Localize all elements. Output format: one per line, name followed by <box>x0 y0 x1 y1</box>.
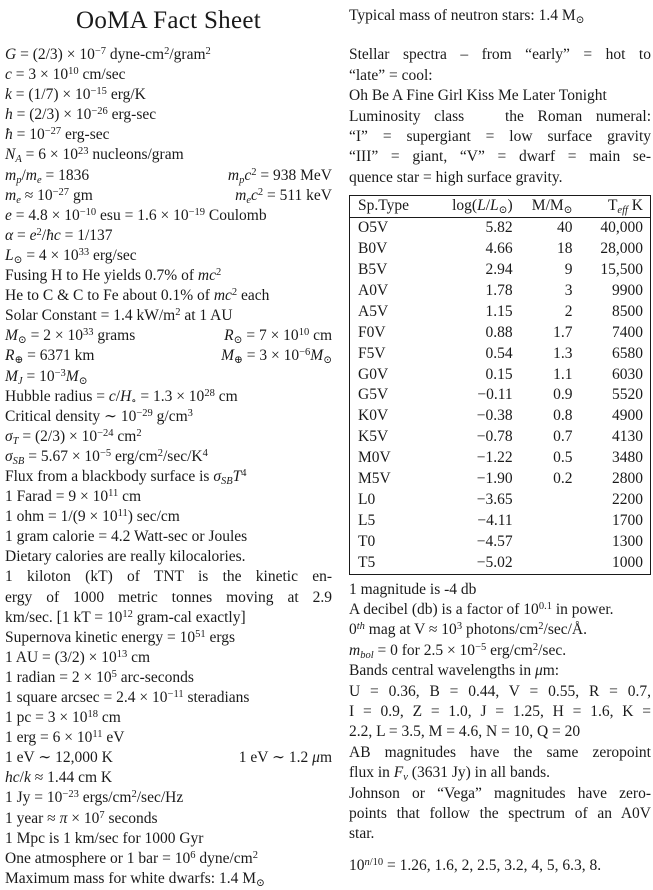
table-cell: 2800 <box>612 470 643 488</box>
fact-line: $N_A = 6 \times 10^{23}$ nucleons/gram <box>5 146 184 166</box>
table-cell: 0.54 <box>485 344 513 362</box>
note-line: flux in $F_\nu$ (3631 Jy) in all bands. <box>349 764 550 784</box>
fact-line <box>5 186 332 206</box>
table-cell: 0.9 <box>553 386 573 404</box>
page-title: OoMA Fact Sheet <box>75 7 262 34</box>
table-cell: −1.22 <box>476 449 513 467</box>
table-cell: L0 <box>358 490 376 508</box>
note-line: A decibel (db) is a factor of $10^{0.1}$ in power. <box>349 600 614 618</box>
table-row <box>350 490 651 511</box>
line-right-part: $R_⊙ = 7 \times 10^{10}$ cm <box>224 327 332 347</box>
table-row <box>350 385 651 406</box>
table-cell: O5V <box>358 219 389 237</box>
table-cell: 9900 <box>612 281 643 299</box>
fact-line <box>5 748 332 768</box>
fact-line: 1 gram calorie = 4.2 Watt-sec or Joules <box>5 528 248 546</box>
table-cell: 4130 <box>612 428 643 446</box>
table-row <box>350 511 651 532</box>
note-line: Luminosity class the Roman numeral: <box>349 107 651 125</box>
fact-line: Fusing H to He yields 0.7% of $mc^2$ <box>5 267 222 285</box>
fact-line: km/sec. [1 kT = $10^{12}$ gram-cal exactly] <box>5 608 246 626</box>
table-cell: 5520 <box>612 386 643 404</box>
note-line: Johnson or “Vega” magnitudes have zero- <box>349 784 651 802</box>
fact-line: Flux from a blackbody surface is $\sigma_{SB}T^4$ <box>5 467 247 487</box>
table-cell: 2200 <box>612 490 643 508</box>
note-line: 0th mag at $V \approx 10^3$ photons/$cm^2/\sec/Å$. <box>349 621 588 639</box>
table-cell: M0V <box>358 449 391 467</box>
fact-line: 1 year ≈ $\pi \times 10^7$ seconds <box>5 809 158 827</box>
table-row <box>350 532 651 553</box>
table-cell: −0.38 <box>476 407 513 425</box>
table-header-cell: $M/M_⊙$ <box>531 197 573 217</box>
table-cell: −0.78 <box>476 428 513 446</box>
fact-line: 1 pc = $3 \times 10^{18}$ cm <box>5 709 121 727</box>
note-line: 1 magnitude is -4 db <box>349 580 477 598</box>
note-line: Oh Be A Fine Girl Kiss Me Later Tonight <box>349 87 607 105</box>
table-row <box>350 553 651 574</box>
note-line: Typical mass of neutron stars: 1.4 $M_⊙$ <box>349 7 585 26</box>
table-cell: 8500 <box>612 302 643 320</box>
table-cell <box>520 490 580 511</box>
fact-line: $h = (2/3) \times 10^{-26}$ erg-sec <box>5 106 157 124</box>
table-header-cell: $T_{eff}$ K <box>607 197 643 217</box>
note-line: quence star = high surface gravity. <box>349 168 563 186</box>
table-row <box>350 448 651 469</box>
fact-line: ħ = $10^{-27}$ erg-sec <box>5 126 110 144</box>
table-cell: 4900 <box>612 407 643 425</box>
table-row <box>350 218 651 239</box>
table-cell: 1.78 <box>485 281 513 299</box>
table-cell: T5 <box>358 553 376 571</box>
table-cell: 1000 <box>612 553 643 571</box>
line-left-part: 1 eV ∼ 12,000 K <box>5 749 113 767</box>
fact-line: $\alpha = e^2/ħc = 1/137$ <box>5 226 113 244</box>
fact-line: He to C & C to Fe about 0.1% of $mc^2$ each <box>5 287 270 305</box>
table-cell: 18 <box>556 240 573 258</box>
fact-line: 1 radian = $2 \times 10^5$ arc-seconds <box>5 668 194 686</box>
table-cell: 0.2 <box>553 470 573 488</box>
line-left-part: $R_\oplus = 6371$ km <box>5 347 95 367</box>
table-cell: 1.3 <box>553 344 573 362</box>
note-line: $m_{bol} = 0$ for $2.5 \times 10^{-5}$ erg/$cm^2/\sec$. <box>349 641 567 661</box>
note-line: Bands central wavelengths in μm: <box>349 662 560 680</box>
line-right-part: 1 eV ∼ 1.2 μm <box>238 749 332 767</box>
table-cell: 0.88 <box>485 323 513 341</box>
fact-line: 1 kiloton (kT) of TNT is the kinetic en- <box>5 568 332 586</box>
table-cell: −1.90 <box>476 470 513 488</box>
fact-line: ergy of 1000 metric tonnes moving at 2.9 <box>5 588 332 606</box>
table-cell: 4.66 <box>485 240 513 258</box>
table-row <box>350 427 651 448</box>
spectral-table-body <box>350 218 651 574</box>
table-cell: 2 <box>564 302 573 320</box>
table-cell: F5V <box>358 344 386 362</box>
table-row <box>350 469 651 490</box>
table-row <box>350 281 651 302</box>
table-cell: 1.1 <box>553 365 573 383</box>
line-right-part: $m_ec^2 = 511$ keV <box>235 186 332 206</box>
table-header-row <box>350 196 651 218</box>
table-row <box>350 344 651 365</box>
table-cell: F0V <box>358 323 386 341</box>
right-outro-lines <box>349 580 651 877</box>
table-cell: −0.11 <box>477 386 513 404</box>
table-row <box>350 406 651 427</box>
fact-line: Hubble radius = $c/H_\circ = 1.3 \times 10^{28}$ cm <box>5 387 238 407</box>
left-column <box>5 0 332 889</box>
table-cell: −3.65 <box>476 490 513 508</box>
table-cell: 40 <box>556 219 573 237</box>
table-header-cell: $\log(L/L_⊙)$ <box>452 197 513 217</box>
line-right-part: $m_pc^2 = 938$ MeV <box>227 166 332 186</box>
table-cell: B5V <box>358 260 388 278</box>
fact-line: 1 Mpc is 1 km/sec for 1000 Gyr <box>5 829 204 847</box>
table-cell: M5V <box>358 470 391 488</box>
table-cell: 1300 <box>612 532 643 550</box>
line-left-part: $m_p/m_e = 1836$ <box>5 166 90 186</box>
line-left-part: $m_e \approx 10^{-27}$ gm <box>5 186 93 206</box>
fact-line: Maximum mass for white dwarfs: 1.4 $M_⊙$ <box>5 869 265 889</box>
table-cell: L5 <box>358 511 376 529</box>
fact-line <box>5 326 332 346</box>
fact-line: $\sigma_T = (2/3) \times 10^{-24}$ $cm^2$ <box>5 427 142 447</box>
table-cell: 7400 <box>612 323 643 341</box>
note-line: “I” = supergiant = low surface gravity <box>349 128 651 146</box>
table-cell: G5V <box>358 386 389 404</box>
table-cell: 40,000 <box>600 219 643 237</box>
table-cell: K5V <box>358 428 389 446</box>
table-cell <box>520 532 580 553</box>
fact-line: $\sigma_{SB} = 5.67 \times 10^{-5}$ erg/$cm^2/\sec/K^4$ <box>5 447 208 467</box>
note-line: “late” = cool: <box>349 66 433 84</box>
fact-line <box>5 166 332 186</box>
fact-line: Dietary calories are really kilocalories. <box>5 548 246 566</box>
table-header-cell: Sp.Type <box>358 197 410 215</box>
table-cell: 1700 <box>612 511 643 529</box>
table-cell: 0.7 <box>553 428 573 446</box>
note-line: points that follow the spectrum of an A0V <box>349 805 651 823</box>
fact-line: 1 ohm = $1/(9 \times 10^{11})$ sec/cm <box>5 508 180 526</box>
right-intro-lines <box>349 6 651 188</box>
note-line: U = 0.36, B = 0.44, V = 0.55, R = 0.7, <box>349 682 651 700</box>
fact-line: 1 AU = $(3/2) \times 10^{13}$ cm <box>5 648 151 666</box>
table-cell: K0V <box>358 407 389 425</box>
table-cell: 1.7 <box>553 323 573 341</box>
table-cell: −4.57 <box>476 532 513 550</box>
fact-line: $L_⊙ = 4 \times 10^{33}$ erg/sec <box>5 246 137 266</box>
table-row <box>350 239 651 260</box>
table-cell: −4.11 <box>477 511 513 529</box>
table-cell: 3480 <box>612 449 643 467</box>
table-cell: −5.02 <box>476 553 513 571</box>
table-cell: T0 <box>358 532 376 550</box>
fact-line: $e = 4.8 \times 10^{-10}$ esu = $1.6 \times 10^{-19}$ Coulomb <box>5 206 267 224</box>
table-row <box>350 260 651 281</box>
table-cell: 0.5 <box>553 449 573 467</box>
line-right-part: $M_\oplus = 3 \times 10^{-6}M_⊙$ <box>221 347 332 367</box>
table-cell <box>520 553 580 574</box>
note-line: 2.2, L = 3.5, M = 4.6, N = 10, Q = 20 <box>349 723 581 741</box>
table-cell: 2.94 <box>485 260 513 278</box>
table-cell: 28,000 <box>600 240 643 258</box>
right-column <box>349 0 651 876</box>
fact-line: $M_J = 10^{-3}M_⊙$ <box>5 367 88 387</box>
note-line: star. <box>349 825 375 843</box>
fact-line: Critical density ∼ $10^{-29}$ $g/cm^3$ <box>5 407 193 425</box>
spectral-type-table <box>349 195 651 574</box>
note-line: I = 0.9, Z = 1.0, J = 1.25, H = 1.6, K = <box>349 703 651 720</box>
fact-line: Solar Constant = 1.4 $kW/m^2$ at 1 AU <box>5 307 233 325</box>
table-row <box>350 365 651 386</box>
fact-line: $G = (2/3) \times 10^{-7}$ dyne-$cm^2/gram^2$ <box>5 46 211 63</box>
fact-line: $c = 3 \times 10^{10}$ cm/sec <box>5 66 126 84</box>
table-cell: A5V <box>358 302 389 320</box>
fact-line: One atmosphere or 1 bar = $10^6$ dyne/$cm^2$ <box>5 849 258 867</box>
table-row <box>350 323 651 344</box>
spectral-table-head <box>350 196 651 218</box>
table-cell <box>520 511 580 532</box>
note-line: “III” = giant, “V” = dwarf = main se- <box>349 148 651 166</box>
fact-line: 1 erg = $6 \times 10^{11}$ eV <box>5 729 125 747</box>
fact-line: 1 $Jy = 10^{-23}$ ergs/$cm^2/\sec/Hz$ <box>5 789 184 807</box>
table-cell: 5.82 <box>485 219 513 237</box>
left-column-lines <box>5 45 332 889</box>
fact-line: 1 square $arcsec = 2.4 \times 10^{-11}$ steradians <box>5 689 250 706</box>
fact-line: hc/k ≈ 1.44 cm K <box>5 769 113 787</box>
fact-line <box>5 346 332 366</box>
note-line: Stellar spectra – from “early” = hot to <box>349 46 651 64</box>
fact-line: $k = (1/7) \times 10^{-15}$ erg/K <box>5 86 146 104</box>
table-cell: 6030 <box>612 365 643 383</box>
line-left-part: $M_⊙ = 2 \times 10^{33}$ grams <box>5 327 136 347</box>
fact-line: Supernova kinetic energy = $10^{51}$ ergs <box>5 628 236 646</box>
table-row <box>350 302 651 323</box>
table-cell: 6580 <box>612 344 643 362</box>
table-cell: A0V <box>358 281 389 299</box>
note-line: $10^{n/10} = 1.26$, 1.6, 2, 2.5, 3.2, 4, 5, 6.3, 8. <box>349 856 602 874</box>
table-cell: 0.15 <box>485 365 513 383</box>
note-line: AB magnitudes have the same zeropoint <box>349 743 651 761</box>
fact-line: 1 Farad = $9 \times 10^{11}$ cm <box>5 488 142 506</box>
table-cell: 3 <box>564 281 573 299</box>
table-cell: 1.15 <box>485 302 513 320</box>
table-cell: G0V <box>358 365 389 383</box>
table-cell: 9 <box>564 260 573 278</box>
table-cell: 15,500 <box>600 260 643 278</box>
table-cell: B0V <box>358 240 388 258</box>
table-cell: 0.8 <box>553 407 573 425</box>
